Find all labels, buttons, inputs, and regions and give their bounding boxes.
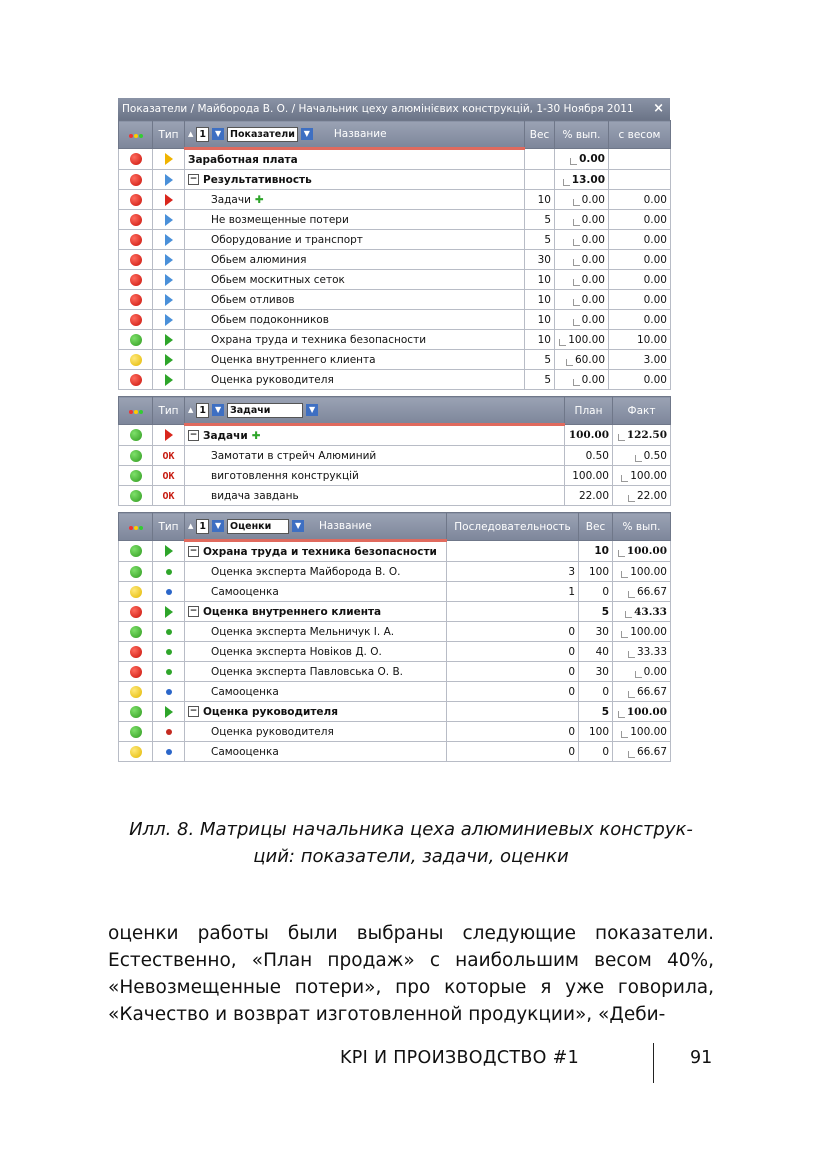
status-yellow-icon	[130, 586, 142, 598]
blue-dot-icon	[166, 589, 172, 595]
green-triangle-icon	[165, 374, 173, 386]
table-row[interactable]: Оценка внутреннего клиента 5 60.00 3.00	[119, 350, 671, 370]
window-title: Показатели / Майборода В. О. / Начальник цеху алюмінієвих конструкцій, 1-30 Ноября 2011	[122, 103, 634, 115]
status-header	[119, 513, 153, 541]
table-row[interactable]: Задачи ✚ 10 0.00 0.00	[119, 190, 671, 210]
table-row[interactable]: Оценка эксперта Майборода В. О. 3 100 100.00	[119, 562, 671, 582]
status-yellow-icon	[130, 686, 142, 698]
type-header[interactable]: Тип	[153, 397, 185, 425]
status-red-icon	[130, 666, 142, 678]
sort-up-icon[interactable]: ▲	[188, 522, 194, 530]
plus-icon[interactable]: ✚	[251, 429, 261, 442]
green-triangle-icon	[165, 545, 173, 557]
table-row[interactable]: OK видача завдань 22.00 22.00	[119, 486, 671, 506]
status-header	[119, 121, 153, 149]
blue-triangle-icon	[165, 234, 173, 246]
status-yellow-icon	[130, 746, 142, 758]
table-row[interactable]: Обьем москитных сеток 10 0.00 0.00	[119, 270, 671, 290]
table-row[interactable]: Оценка руководителя 0 100 100.00	[119, 722, 671, 742]
view-select[interactable]: Оценки	[227, 519, 289, 534]
sort-up-icon[interactable]: ▲	[188, 130, 194, 138]
sort-up-icon[interactable]: ▲	[188, 406, 194, 414]
green-triangle-icon	[165, 606, 173, 618]
fact-header[interactable]: Факт	[613, 397, 671, 425]
table-row[interactable]: − Охрана труда и техника безопасности 10 100.00	[119, 541, 671, 562]
collapse-icon[interactable]: −	[189, 606, 198, 616]
table-row[interactable]: Оценка руководителя 5 0.00 0.00	[119, 370, 671, 390]
figure-caption	[0, 816, 822, 870]
green-dot-icon	[166, 649, 172, 655]
traffic-light-icon	[128, 405, 143, 417]
status-red-icon	[130, 274, 142, 286]
status-green-icon	[130, 334, 142, 346]
type-header[interactable]: Тип	[153, 513, 185, 541]
status-red-icon	[130, 606, 142, 618]
status-header	[119, 397, 153, 425]
collapse-icon[interactable]: −	[189, 546, 198, 556]
status-red-icon	[130, 254, 142, 266]
plus-icon[interactable]: ✚	[254, 193, 264, 206]
sequence-header[interactable]: Последовательность	[447, 513, 579, 541]
status-green-icon	[130, 706, 142, 718]
pct-header[interactable]: % вып.	[555, 121, 609, 149]
status-green-icon	[130, 726, 142, 738]
weighted-header[interactable]: с весом	[609, 121, 671, 149]
status-green-icon	[130, 470, 142, 482]
table-row[interactable]: OK виготовлення конструкцій 100.00 100.00	[119, 466, 671, 486]
status-green-icon	[130, 490, 142, 502]
level-select[interactable]: 1	[196, 127, 209, 142]
running-footer-title: KPI И ПРОИЗВОДСТВО #1	[340, 1048, 580, 1068]
green-dot-icon	[166, 629, 172, 635]
status-red-icon	[130, 374, 142, 386]
tasks-table	[118, 396, 671, 506]
table-row[interactable]: Оценка эксперта Павловська О. В. 0 30 0.00	[119, 662, 671, 682]
view-select[interactable]: Задачи	[227, 403, 303, 418]
table-row[interactable]: − Оценка внутреннего клиента 5 43.33	[119, 602, 671, 622]
page-number: 91	[690, 1048, 713, 1068]
close-icon[interactable]: ×	[653, 101, 664, 116]
table-row[interactable]: Обьем подоконников 10 0.00 0.00	[119, 310, 671, 330]
green-triangle-icon	[165, 354, 173, 366]
table-row[interactable]: Самооценка 0 0 66.67	[119, 682, 671, 702]
status-red-icon	[130, 214, 142, 226]
chevron-down-icon[interactable]: ▼	[212, 128, 224, 140]
level-select[interactable]: 1	[196, 519, 209, 534]
indicators-table	[118, 120, 671, 390]
pct-header[interactable]: % вып.	[613, 513, 671, 541]
status-green-icon	[130, 626, 142, 638]
status-green-icon	[130, 566, 142, 578]
level-select[interactable]: 1	[196, 403, 209, 418]
red-triangle-icon	[165, 194, 173, 206]
footer-divider	[653, 1043, 654, 1083]
table-row[interactable]: Не возмещенные потери 5 0.00 0.00	[119, 210, 671, 230]
table-row[interactable]: Обьем отливов 10 0.00 0.00	[119, 290, 671, 310]
kpi-window	[118, 98, 670, 762]
table-row[interactable]: Охрана труда и техника безопасности 10 100.00 10.00	[119, 330, 671, 350]
table-row[interactable]: − Результативность 13.00	[119, 170, 671, 190]
status-green-icon	[130, 450, 142, 462]
chevron-down-icon[interactable]: ▼	[212, 520, 224, 532]
blue-triangle-icon	[165, 274, 173, 286]
name-header	[185, 513, 447, 541]
blue-dot-icon	[166, 749, 172, 755]
green-dot-icon	[166, 669, 172, 675]
status-green-icon	[130, 429, 142, 441]
chevron-down-icon[interactable]: ▼	[301, 128, 313, 140]
name-column-label: Название	[319, 520, 372, 532]
traffic-light-icon	[128, 521, 143, 533]
collapse-icon[interactable]: −	[189, 430, 198, 440]
status-red-icon	[130, 234, 142, 246]
red-dot-icon	[166, 729, 172, 735]
name-header	[185, 121, 525, 149]
table-row[interactable]: Оценка эксперта Мельничук І. А. 0 30 100.00	[119, 622, 671, 642]
chevron-down-icon[interactable]: ▼	[292, 520, 304, 532]
plan-header[interactable]: План	[565, 397, 613, 425]
caption-line-1: Илл. 8. Матрицы начальника цеха алюминиевых конструк-	[129, 819, 693, 840]
ok-icon: OK	[162, 490, 175, 502]
chevron-down-icon[interactable]: ▼	[306, 404, 318, 416]
table-row[interactable]: − Оценка руководителя 5 100.00	[119, 702, 671, 722]
table-row[interactable]: Заработная плата 0.00	[119, 149, 671, 170]
caption-line-2: ций: показатели, задачи, оценки	[253, 846, 569, 867]
traffic-light-icon	[128, 129, 143, 141]
blue-triangle-icon	[165, 174, 173, 186]
row-name: Заработная плата	[185, 149, 525, 170]
status-red-icon	[130, 294, 142, 306]
body-paragraph: оценки работы были выбраны следующие показатели. Естественно, «План продаж» с наибольшим весом 40%, «Невозмещенные потери», про которые я уже говорила, «Качество и возврат изготовленной продукции», «Деби-	[108, 923, 714, 1025]
green-triangle-icon	[165, 334, 173, 346]
chevron-down-icon[interactable]: ▼	[212, 404, 224, 416]
green-triangle-icon	[165, 706, 173, 718]
status-red-icon	[130, 153, 142, 165]
status-green-icon	[130, 545, 142, 557]
status-red-icon	[130, 314, 142, 326]
status-red-icon	[130, 174, 142, 186]
weight-header[interactable]: Вес	[525, 121, 555, 149]
red-triangle-icon	[165, 429, 173, 441]
status-red-icon	[130, 646, 142, 658]
table-row[interactable]: Обьем алюминия 30 0.00 0.00	[119, 250, 671, 270]
collapse-icon[interactable]: −	[189, 174, 198, 184]
table-row[interactable]: Самооценка 0 0 66.67	[119, 742, 671, 762]
table-row[interactable]: − Задачи ✚ 100.00 122.50	[119, 425, 671, 446]
status-yellow-icon	[130, 354, 142, 366]
table-row[interactable]: Оборудование и транспорт 5 0.00 0.00	[119, 230, 671, 250]
ok-icon: OK	[162, 450, 175, 462]
status-red-icon	[130, 194, 142, 206]
table-row[interactable]: Оценка эксперта Новіков Д. О. 0 40 33.33	[119, 642, 671, 662]
yellow-triangle-icon	[165, 153, 173, 165]
ok-icon: OK	[162, 470, 175, 482]
view-select[interactable]: Показатели	[227, 127, 298, 142]
type-header[interactable]: Тип	[153, 121, 185, 149]
name-column-label: Название	[333, 128, 387, 140]
table-row[interactable]: OK Замотати в стрейч Алюминий 0.50 0.50	[119, 446, 671, 466]
blue-triangle-icon	[165, 294, 173, 306]
weight-header[interactable]: Вес	[579, 513, 613, 541]
table-row[interactable]: Самооценка 1 0 66.67	[119, 582, 671, 602]
ratings-table	[118, 512, 671, 762]
name-header	[185, 397, 565, 425]
blue-triangle-icon	[165, 314, 173, 326]
green-dot-icon	[166, 569, 172, 575]
window-titlebar	[118, 98, 670, 120]
blue-triangle-icon	[165, 254, 173, 266]
blue-triangle-icon	[165, 214, 173, 226]
collapse-icon[interactable]: −	[189, 706, 198, 716]
blue-dot-icon	[166, 689, 172, 695]
